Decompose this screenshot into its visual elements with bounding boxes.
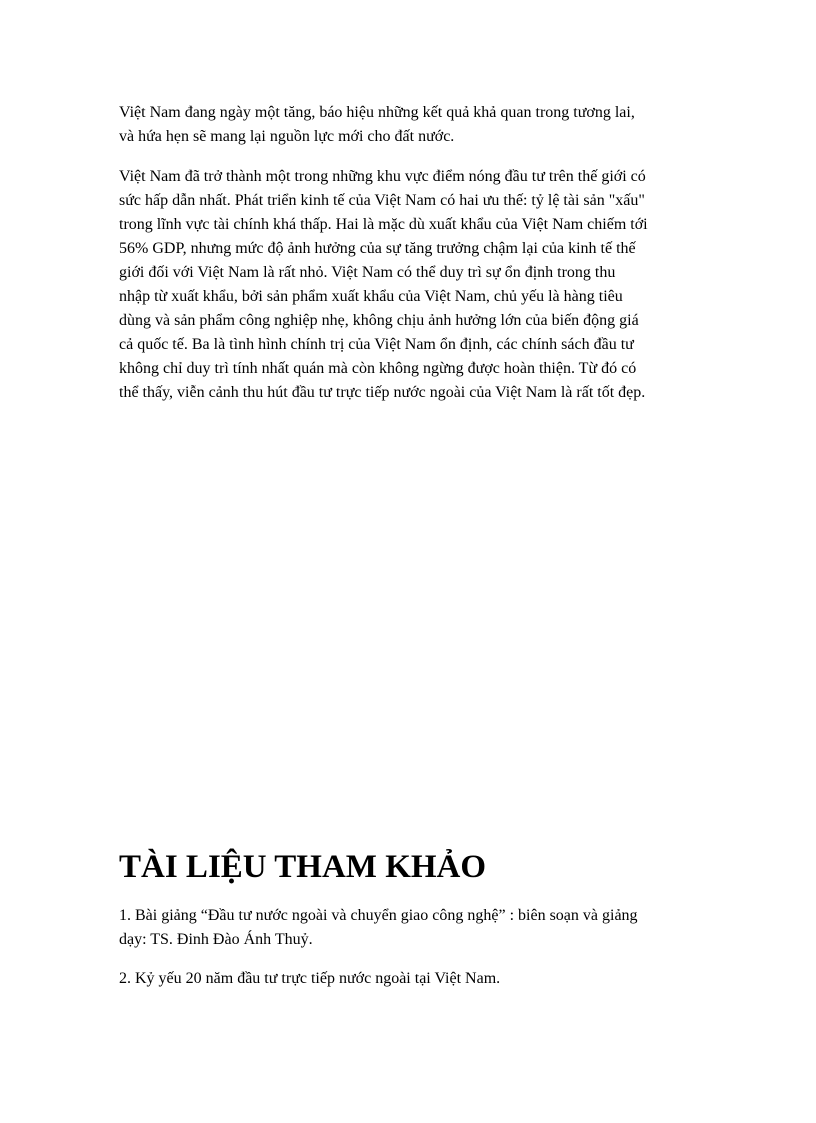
text-line: 1. Bài giảng “Đầu tư nước ngoài và chuyển giao công nghệ” : biên soạn và giảng <box>119 907 638 924</box>
text-line: không chỉ duy trì tính nhất quán mà còn không ngừng được hoàn thiện. Từ đó có <box>119 360 637 377</box>
paragraph-investment-outlook <box>119 165 699 405</box>
reference-item-2 <box>119 967 699 991</box>
text-line: 2. Kỷ yếu 20 năm đầu tư trực tiếp nước ngoài tại Việt Nam. <box>119 970 501 987</box>
text-line: dùng và sản phẩm công nghiệp nhẹ, không chịu ảnh hưởng lớn của biến động giá <box>119 312 639 329</box>
text-line: nhập từ xuất khẩu, bởi sản phẩm xuất khẩu của Việt Nam, chủ yếu là hàng tiêu <box>119 288 623 305</box>
text-line: cả quốc tế. Ba là tình hình chính trị của Việt Nam ổn định, các chính sách đầu tư <box>119 336 634 353</box>
text-line: trong lĩnh vực tài chính khá thấp. Hai là mặc dù xuất khẩu của Việt Nam chiếm tới <box>119 216 648 233</box>
text-line: sức hấp dẫn nhất. Phát triển kinh tế của Việt Nam có hai ưu thế: tỷ lệ tài sản "xấu" <box>119 192 645 209</box>
references-heading: TÀI LIỆU THAM KHẢO <box>119 849 487 885</box>
text-line: và hứa hẹn sẽ mang lại nguồn lực mới cho đất nước. <box>119 128 455 145</box>
text-line: Việt Nam đã trở thành một trong những khu vực điểm nóng đầu tư trên thế giới có <box>119 168 646 185</box>
text-line: giới đối với Việt Nam là rất nhỏ. Việt Nam có thể duy trì sự ổn định trong thu <box>119 264 616 281</box>
paragraph-intro-continuation <box>119 101 699 149</box>
text-line: Việt Nam đang ngày một tăng, báo hiệu những kết quả khả quan trong tương lai, <box>119 104 635 121</box>
reference-item-1 <box>119 904 699 952</box>
text-line: dạy: TS. Đinh Đào Ánh Thuỷ. <box>119 931 313 948</box>
text-line: 56% GDP, nhưng mức độ ảnh hưởng của sự tăng trưởng chậm lại của kinh tế thế <box>119 240 636 257</box>
text-line: thể thấy, viễn cảnh thu hút đầu tư trực tiếp nước ngoài của Việt Nam là rất tốt đẹp. <box>119 384 646 401</box>
